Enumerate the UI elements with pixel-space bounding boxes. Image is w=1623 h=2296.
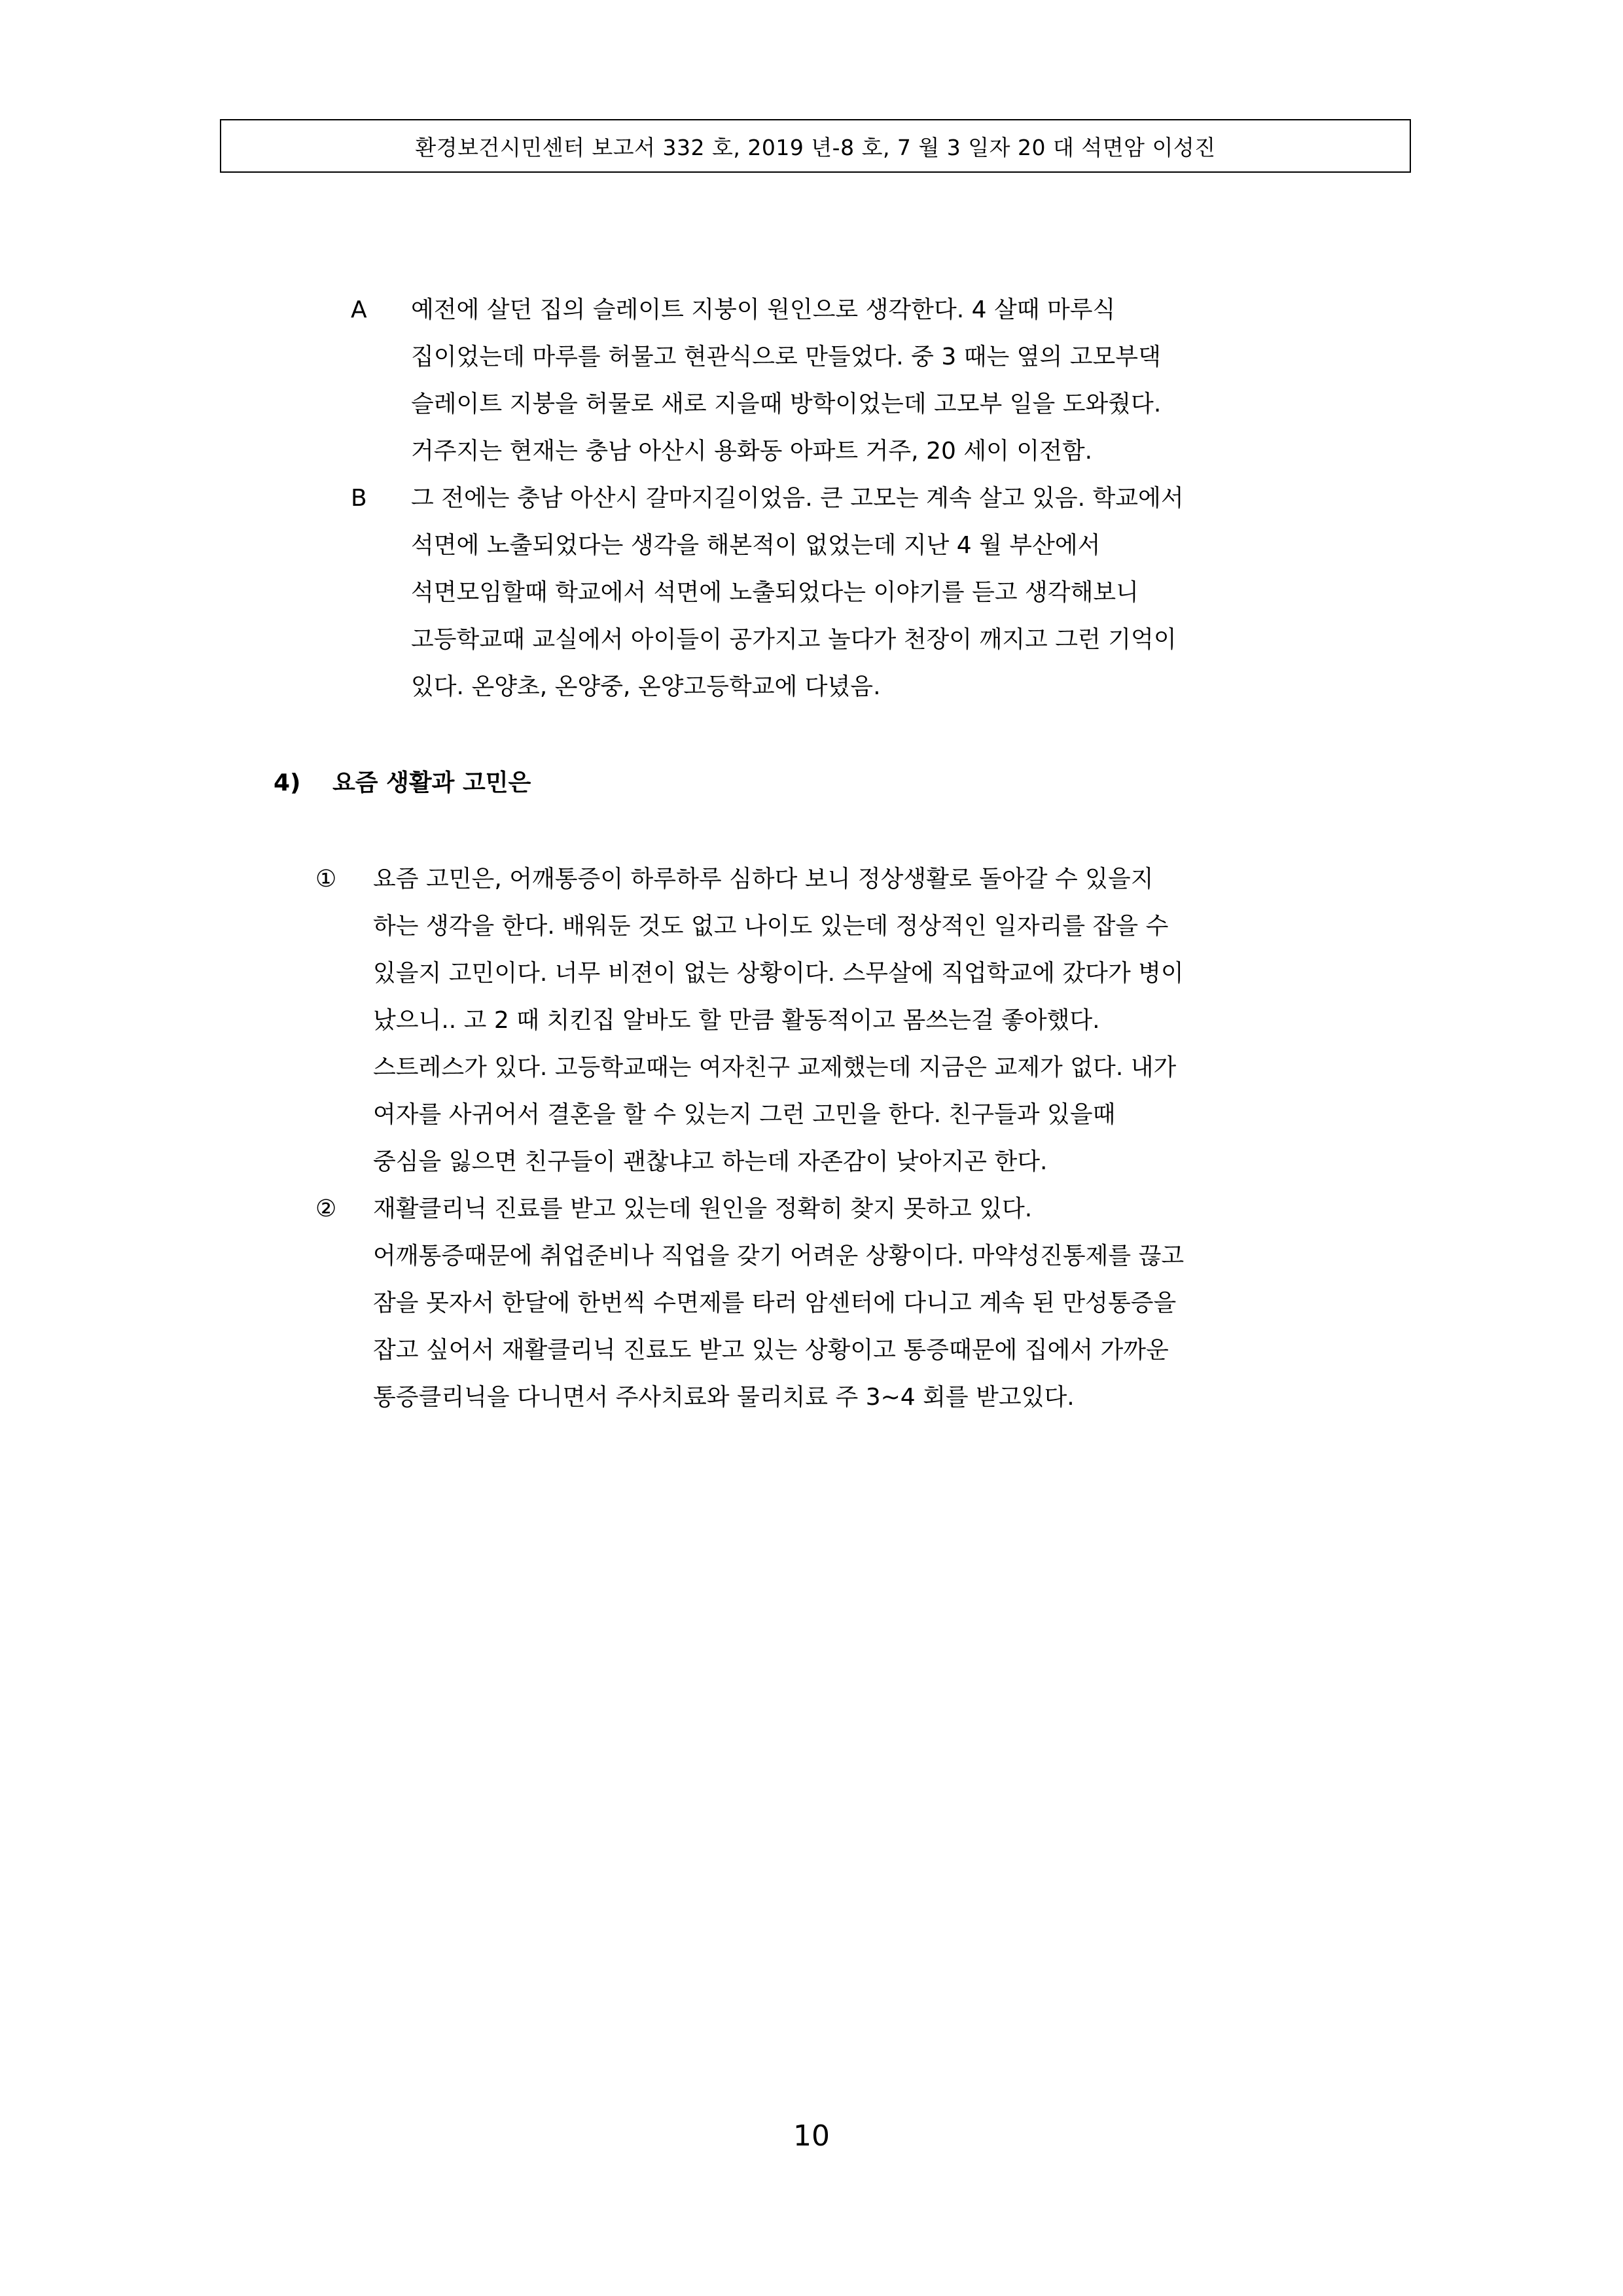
- numbered-marker-1: ①: [315, 866, 337, 892]
- qa-marker-a: A: [351, 296, 367, 323]
- item-2-line-1: 재활클리닉 진료를 받고 있는데 원인을 정확히 찾지 못하고 있다.: [373, 1195, 1033, 1222]
- item-1-line-7: 중심을 잃으면 친구들이 괜찮냐고 하는데 자존감이 낮아지곤 한다.: [373, 1148, 1048, 1175]
- item-1-line-2: 하는 생각을 한다. 배워둔 것도 없고 나이도 있는데 정상적인 일자리를 잡을 수: [373, 913, 1169, 940]
- qa-b-line-4: 고등학교때 교실에서 아이들이 공가지고 놀다가 천장이 깨지고 그런 기억이: [411, 626, 1177, 653]
- qa-a-line-1: 예전에 살던 집의 슬레이트 지붕이 원인으로 생각한다. 4 살때 마루식: [411, 296, 1116, 323]
- qa-b-line-5: 있다. 온양초, 온양중, 온양고등학교에 다녔음.: [411, 673, 881, 700]
- item-1-line-6: 여자를 사귀어서 결혼을 할 수 있는지 그런 고민을 한다. 친구들과 있을때: [373, 1101, 1116, 1128]
- item-2-line-4: 잡고 싶어서 재활클리닉 진료도 받고 있는 상황이고 통증때문에 집에서 가까운: [373, 1337, 1169, 1364]
- numbered-marker-2: ②: [315, 1195, 337, 1222]
- qa-b-line-2: 석면에 노출되었다는 생각을 해본적이 없었는데 지난 4 월 부산에서: [411, 532, 1101, 559]
- item-1-line-3: 있을지 고민이다. 너무 비젼이 없는 상황이다. 스무살에 직업학교에 갔다가 병이: [373, 960, 1184, 987]
- item-2-line-5: 통증클리닉을 다니면서 주사치료와 물리치료 주 3~4 회를 받고있다.: [373, 1384, 1075, 1411]
- report-header-box: [220, 119, 1411, 173]
- item-2-line-2: 어깨통증때문에 취업준비나 직업을 갖기 어려운 상황이다. 마약성진통제를 끊고: [373, 1243, 1185, 1269]
- item-1-line-5: 스트레스가 있다. 고등학교때는 여자친구 교제했는데 지금은 교제가 없다. 내가: [373, 1054, 1177, 1081]
- qa-a-line-4: 거주지는 현재는 충남 아산시 용화동 아파트 거주, 20 세이 이전함.: [411, 438, 1093, 465]
- qa-marker-b: B: [351, 485, 367, 512]
- qa-b-line-3: 석면모임할때 학교에서 석면에 노출되었다는 이야기를 듣고 생각해보니: [411, 579, 1139, 606]
- section-title: 요즘 생활과 고민은: [332, 769, 531, 796]
- report-header-text: 환경보건시민센터 보고서 332 호, 2019 년-8 호, 7 월 3 일자 20 대 석면암 이성진: [415, 134, 1216, 160]
- section-number: 4): [274, 769, 301, 796]
- item-2-line-3: 잠을 못자서 한달에 한번씩 수면제를 타러 암센터에 다니고 계속 된 만성통증을: [373, 1290, 1177, 1316]
- page-number: 10: [793, 2119, 830, 2153]
- qa-a-line-2: 집이었는데 마루를 허물고 현관식으로 만들었다. 중 3 때는 옆의 고모부댁: [411, 344, 1161, 370]
- item-1-line-4: 났으니.. 고 2 때 치킨집 알바도 할 만큼 활동적이고 몸쓰는걸 좋아했다.: [373, 1007, 1100, 1034]
- item-1-line-1: 요즘 고민은, 어깨통증이 하루하루 심하다 보니 정상생활로 돌아갈 수 있을지: [373, 866, 1154, 892]
- qa-b-line-1: 그 전에는 충남 아산시 갈마지길이었음. 큰 고모는 계속 살고 있음. 학교에서: [411, 485, 1184, 512]
- qa-a-line-3: 슬레이트 지붕을 허물로 새로 지을때 방학이었는데 고모부 일을 도와줬다.: [411, 391, 1162, 417]
